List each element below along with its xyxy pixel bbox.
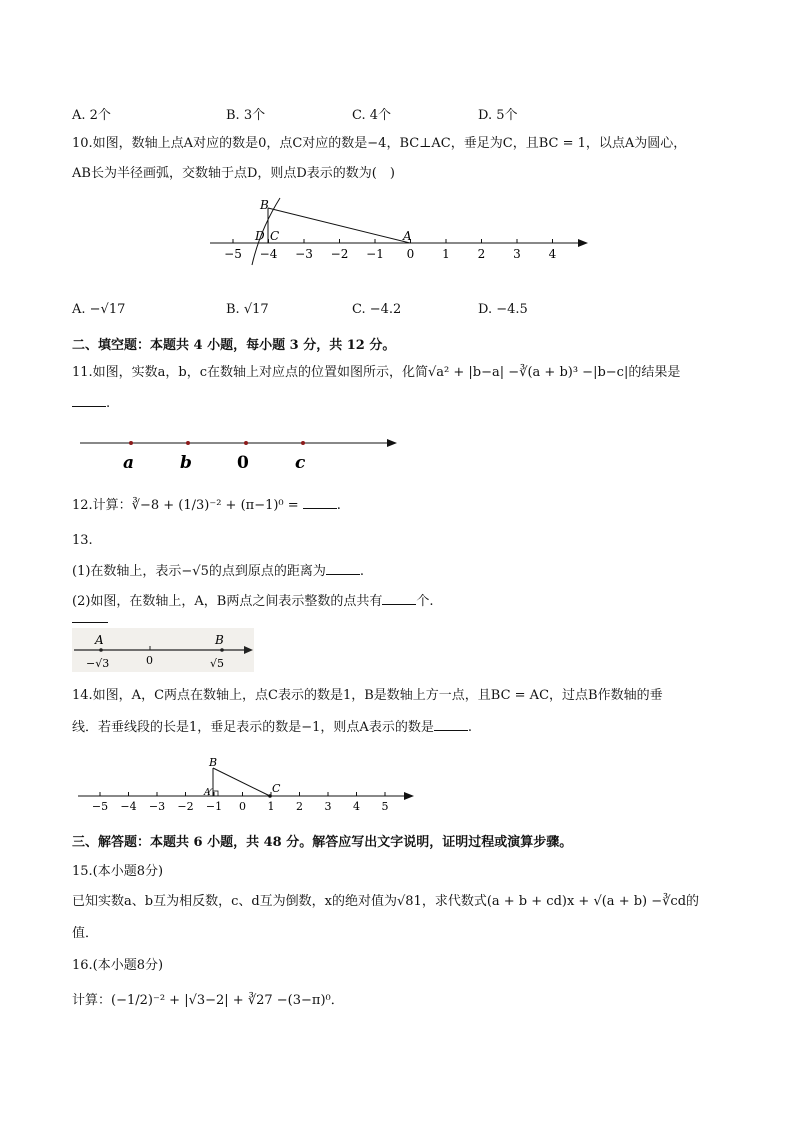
q13-part2-blank[interactable]	[382, 592, 416, 605]
q16-line1: 计算：(−1/2)⁻² + |√3−2| + ∛27 −(3−π)⁰．	[72, 993, 344, 1008]
q14-point-c: C	[272, 782, 281, 795]
q9-option-b: B. 3个	[226, 108, 266, 123]
q9-option-d: D. 5个	[478, 108, 518, 123]
q14-tick-label: −3	[148, 800, 166, 813]
q10-tick-label: −1	[366, 247, 384, 261]
q13-value-a: −√3	[86, 657, 110, 670]
q13-short-rule	[72, 622, 108, 623]
q13-part2: (2)如图，在数轴上，A，B两点之间表示整数的点共有 个.	[72, 594, 434, 609]
q14-line2: 线．若垂线段的长是1，垂足表示的数是−1，则点A表示的数是 .	[72, 720, 472, 735]
q14-point-b: B	[209, 756, 218, 769]
q13-number: 13.	[72, 533, 93, 548]
q10-tick-label: −5	[224, 247, 242, 261]
q14-answer-blank[interactable]	[434, 718, 468, 731]
q13-part1-blank[interactable]	[326, 562, 360, 575]
section-2-heading: 二、填空题：本题共 4 小题，每小题 3 分，共 12 分。	[72, 338, 396, 353]
q15-line2: 值．	[72, 926, 99, 941]
q14-tick-label: 1	[267, 800, 275, 813]
q13-part1: (1)在数轴上，表示−√5的点到原点的距离为 .	[72, 564, 365, 579]
q10-tick-label: −3	[295, 247, 313, 261]
q13-label-zero: 0	[146, 654, 153, 667]
q10-tick-label: 2	[477, 247, 486, 261]
q14-point-a: A	[204, 788, 211, 798]
q10-point-d: D	[255, 229, 265, 243]
q10-option-c: C. −4.2	[352, 302, 402, 317]
q11-label-a: a	[123, 453, 135, 473]
q14-tick-label: −4	[120, 800, 137, 813]
q10-tick-label: 4	[548, 247, 557, 261]
q11-line2: .	[72, 394, 110, 413]
q10-point-b: B	[260, 198, 269, 212]
q14-tick-label: −5	[91, 800, 109, 813]
q12-line: 12.计算：∛−8 + (1/3)⁻² + (π−1)⁰ = .	[72, 498, 341, 513]
q10-line1: 10.如图，数轴上点A对应的数是0，点C对应的数是−4，BC⊥AC，垂足为C，且BC = 1，以点A为圆心，	[72, 136, 687, 151]
q11-label-c: c	[295, 453, 306, 473]
q9-option-c: C. 4个	[352, 108, 392, 123]
q10-tick-label: −2	[330, 247, 349, 261]
q14-tick-label: 2	[296, 800, 303, 813]
q10-option-b: B. √17	[226, 302, 269, 317]
q10-tick-label: 3	[513, 247, 521, 261]
section-3-heading: 三、解答题：本题共 6 小题，共 48 分。解答应写出文字说明，证明过程或演算步骤。	[72, 835, 573, 850]
q10-option-a: A. −√17	[72, 302, 126, 317]
q14-line1: 14.如图，A，C两点在数轴上，点C表示的数是1，B是数轴上方一点，且BC = AC，过点B作数轴的垂	[72, 688, 663, 703]
q16-header: 16.(本小题8分)	[72, 958, 164, 973]
q14-tick-label: −1	[205, 800, 223, 813]
q10-point-c: C	[270, 229, 280, 243]
q13-label-a: A	[95, 633, 104, 647]
q15-header: 15.(本小题8分)	[72, 864, 164, 879]
q14-tick-label: 3	[324, 800, 332, 813]
q15-line1: 已知实数a、b互为相反数，c、d互为倒数，x的绝对值为√81，求代数式(a + b + cd)x + √(a + b) −∛cd的	[72, 894, 700, 909]
q10-tick-label: 1	[442, 247, 450, 261]
q10-option-d: D. −4.5	[478, 302, 528, 317]
q14-tick-label: 5	[381, 800, 389, 813]
q14-tick-label: 0	[239, 800, 246, 813]
q10-point-a: A	[403, 229, 412, 243]
q13-value-b: √5	[210, 657, 225, 670]
q11-line1: 11.如图，实数a，b，c在数轴上对应点的位置如图所示，化简√a² + |b−a| −∛(a + b)³ −|b−c|的结果是	[72, 365, 681, 380]
q11-label-b: b	[180, 453, 192, 473]
q14-number-line-figure	[72, 750, 422, 816]
q12-answer-blank[interactable]	[303, 496, 337, 509]
q10-tick-label: 0	[406, 247, 415, 261]
q14-tick-label: −2	[177, 800, 194, 813]
q13-label-b: B	[215, 633, 224, 647]
q9-option-a: A. 2个	[72, 108, 111, 123]
q11-label-zero: 0	[237, 453, 249, 473]
q13-number-line-figure	[72, 628, 254, 672]
q11-answer-blank[interactable]	[72, 394, 106, 407]
q10-number-line-figure	[200, 190, 600, 270]
q14-tick-label: 4	[353, 800, 360, 813]
q11-number-line-figure	[75, 428, 405, 478]
q10-tick-label: −4	[259, 247, 278, 261]
q10-line2: AB长为半径画弧，交数轴于点D，则点D表示的数为( )	[72, 166, 395, 181]
